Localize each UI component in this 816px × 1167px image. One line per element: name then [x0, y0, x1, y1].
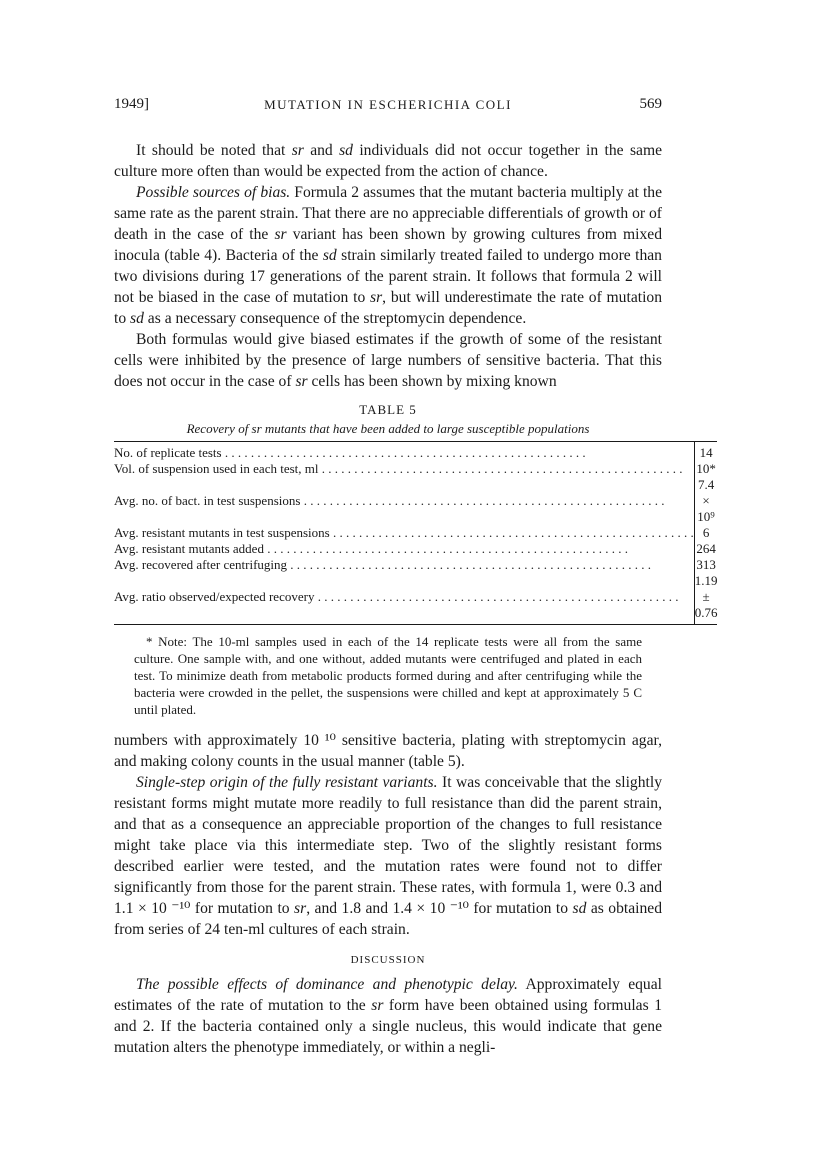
table-row-value: 264 [696, 541, 716, 556]
table-row-value: 313 [696, 557, 716, 572]
paragraph-biased-estimates: Both formulas would give biased estimates if the growth of some of the resistant cells were inhibited by the presence of large numbers of sensitive bacteria. That this does not occur in the case of sr cells has been shown by mixing known [114, 331, 662, 390]
table-row [114, 525, 717, 541]
table-row-label: Avg. resistant mutants in test suspensions . . . [114, 525, 694, 541]
table-row [114, 541, 717, 557]
table-row-value: 6 [702, 525, 710, 540]
table-row-value: 14 [699, 445, 713, 460]
table-row-value: 10* [696, 461, 716, 476]
volume-year: 1949] [114, 96, 149, 112]
paragraph-colony-counts: numbers with approximately 10 ¹⁰ sensitive bacteria, plating with streptomycin agar, and making colony counts in the usual manner (table 5). [114, 732, 662, 770]
section-heading-discussion: DISCUSSION [350, 954, 426, 966]
table-row [114, 442, 717, 462]
table-row-label: Avg. resistant mutants added . . . [114, 541, 694, 557]
table-row [114, 461, 717, 477]
table-row-value: 1.19 ± 0.76 [694, 573, 718, 620]
table-caption: Recovery of sr mutants that have been added to large susceptible populations [186, 421, 590, 436]
table-row-value: 7.4 × 10⁹ [697, 477, 715, 524]
table-footnote: * Note: The 10-ml samples used in each of the 14 replicate tests were all from the same culture. One sample with, and one without, added mutants were centrifuged and plated in each test. To minimize death from metabolic products formed during and after centrifuging while the bacteria were crowded in the pellet, the suspensions were chilled and kept at approximately 5 C until plated. [134, 634, 642, 717]
table-row [114, 573, 717, 625]
table-row-label: Vol. of suspension used in each test, ml . . . [114, 461, 694, 477]
table-row-label: No. of replicate tests . . . [114, 442, 694, 462]
paragraph-single-step-origin: Single-step origin of the fully resistant variants. It was conceivable that the slightly resistant forms might mutate more readily to full resistance than did the parent strain, and that as a consequence an appreciable proportion of the changes to full resistance might take place via this intermediate step. Two of the slightly resistant forms described earlier were tested, and the mutation rates were found not to differ significantly from those for the parent strain. These rates, with formula 1, were 0.3 and 1.1 × 10 ⁻¹⁰ for mutation to sr, and 1.8 and 1.4 × 10 ⁻¹⁰ for mutation to sd as obtained from series of 24 ten-ml cultures of each strain. [114, 774, 663, 938]
paragraph-sources-of-bias: Possible sources of bias. Formula 2 assumes that the mutant bacteria multiply at the same rate as the parent strain. That there are no appreciable differentials of growth or of death in the case of the sr variant has been shown by growing cultures from mixed inocula (table 4). Bacteria of the sd strain similarly treated failed to undergo more than two divisions during 17 generations of the parent strain. It follows that formula 2 will not be biased in the case of mutation to sr, but will underestimate the rate of mutation to sd as a necessary consequence of the streptomycin dependence. [114, 184, 662, 327]
table-5 [114, 441, 717, 625]
subsection-lead: Single-step origin of the fully resistant variants. [136, 774, 438, 791]
table-row-label: Avg. ratio observed/expected recovery . . . [114, 573, 694, 625]
subsection-lead: The possible effects of dominance and phenotypic delay. [136, 976, 518, 993]
table-row [114, 477, 717, 525]
table-row-label: Avg. no. of bact. in test suspensions . . . [114, 477, 694, 525]
table-row [114, 557, 717, 573]
paragraph-chance: It should be noted that sr and sd individuals did not occur together in the same culture more often than would be expected from the action of chance. [114, 142, 662, 180]
running-title: MUTATION IN ESCHERICHIA COLI [264, 97, 512, 112]
page-number: 569 [639, 96, 662, 112]
running-header [114, 96, 662, 118]
subsection-lead: Possible sources of bias. [136, 184, 291, 201]
table-row-label: Avg. recovered after centrifuging . . . [114, 557, 694, 573]
page [114, 96, 718, 1058]
paragraph-dominance: The possible effects of dominance and phenotypic delay. Approximately equal estimates of the rate of mutation to the sr form have been obtained using formulas 1 and 2. If the bacteria contained only a single nucleus, this would indicate that gene mutation alters the phenotype immediately, or within a negli- [114, 976, 662, 1056]
table-title: TABLE 5 [359, 402, 417, 417]
